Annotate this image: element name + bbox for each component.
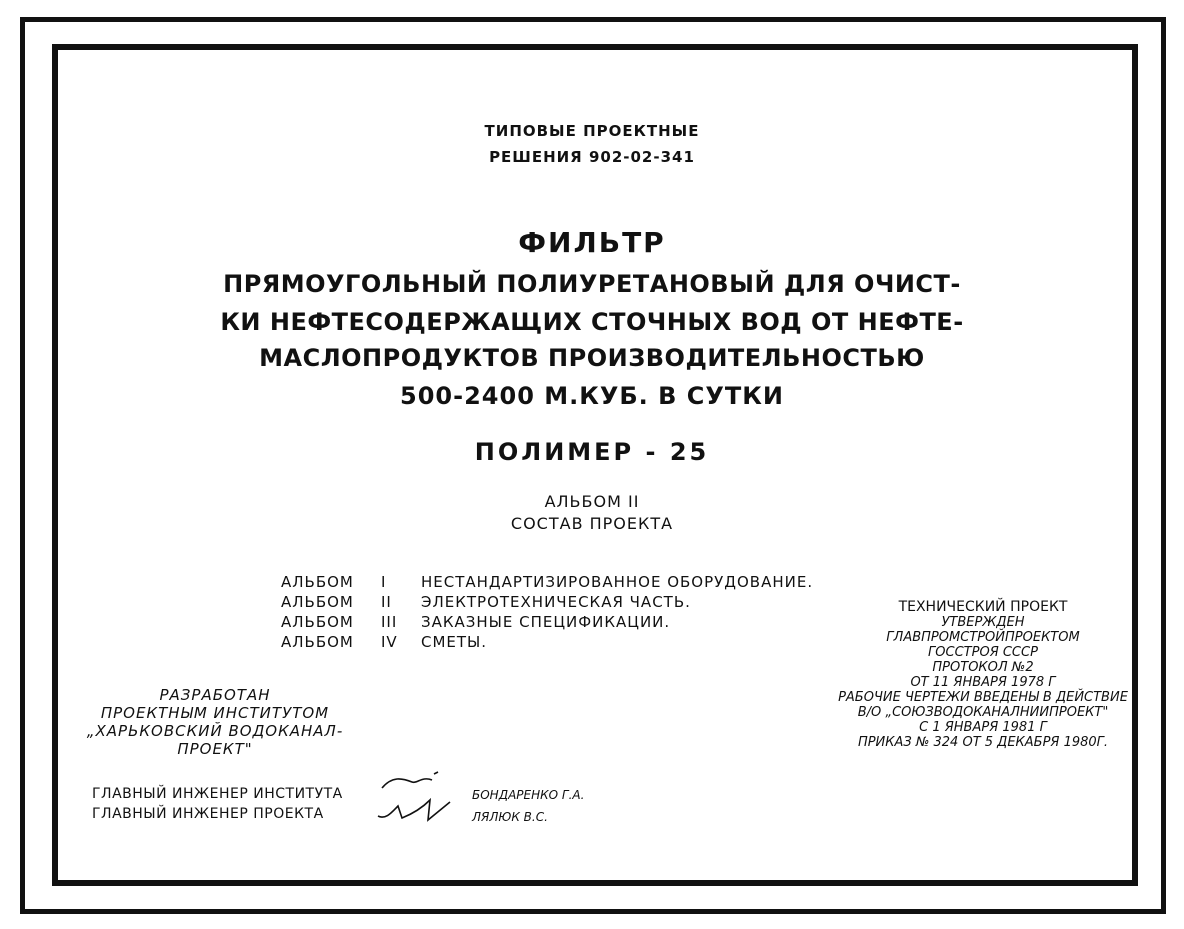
series-line-1: ТИПОВЫЕ ПРОЕКТНЫЕ	[484, 122, 700, 140]
series-line-2: РЕШЕНИЯ 902-02-341	[489, 148, 695, 166]
album-name: АЛЬБОМ	[281, 633, 354, 651]
role-chief-engineer-institute: ГЛАВНЫЙ ИНЖЕНЕР ИНСТИТУТА	[92, 786, 343, 802]
approval-line-7: РАБОЧИЕ ЧЕРТЕЖИ ВВЕДЕНЫ В ДЕЙСТВИЕ	[838, 690, 1128, 705]
signatory-names	[472, 784, 584, 828]
album-desc: НЕСТАНДАРТИЗИРОВАННОЕ ОБОРУДОВАНИЕ.	[421, 573, 814, 591]
developer-line-1: РАЗРАБОТАН	[159, 686, 271, 704]
album-roman: II	[381, 593, 392, 611]
name-lyalyuk: ЛЯЛЮК В.С.	[472, 810, 548, 824]
album-row	[281, 612, 813, 632]
album-name: АЛЬБОМ	[281, 593, 354, 611]
name-bondarenko: БОНДАРЕНКО Г.А.	[472, 788, 585, 802]
developer-line-2: ПРОЕКТНЫМ ИНСТИТУТОМ	[100, 704, 330, 722]
album-row	[281, 592, 813, 612]
album-desc: СМЕТЫ.	[421, 633, 488, 651]
album-desc: ЭЛЕКТРОТЕХНИЧЕСКАЯ ЧАСТЬ.	[421, 593, 691, 611]
title-line-3: КИ НЕФТЕСОДЕРЖАЩИХ СТОЧНЫХ ВОД ОТ НЕФТЕ-	[220, 308, 964, 336]
title-line-4: МАСЛОПРОДУКТОВ ПРОИЗВОДИТЕЛЬНОСТЬЮ	[259, 344, 925, 372]
approval-line-3: ГЛАВПРОМСТРОЙПРОЕКТОМ	[886, 630, 1080, 645]
album-roman: IV	[381, 633, 398, 651]
approval-line-9: С 1 ЯНВАРЯ 1981 Г	[919, 720, 1047, 735]
approval-line-10: ПРИКАЗ № 324 ОТ 5 ДЕКАБРЯ 1980Г.	[857, 735, 1109, 750]
title-line-5: 500-2400 М.КУБ. В СУТКИ	[400, 382, 784, 410]
album-name: АЛЬБОМ	[281, 613, 354, 631]
album-row	[281, 572, 813, 592]
developer-line-4: ПРОЕКТ"	[177, 740, 253, 758]
approval-block	[838, 600, 1128, 750]
role-chief-engineer-project: ГЛАВНЫЙ ИНЖЕНЕР ПРОЕКТА	[92, 806, 324, 822]
album-list	[281, 572, 813, 652]
approval-line-5: ПРОТОКОЛ №2	[932, 660, 1034, 675]
approval-line-8: В/О „СОЮЗВОДОКАНАЛНИИПРОЕКТ"	[857, 705, 1109, 720]
approval-line-1: ТЕХНИЧЕСКИЙ ПРОЕКТ	[898, 599, 1068, 615]
approval-line-6: ОТ 11 ЯНВАРЯ 1978 Г	[910, 675, 1056, 690]
developer-block	[80, 686, 350, 758]
signature-1	[382, 772, 438, 788]
album-roman: I	[381, 573, 387, 591]
album-name: АЛЬБОМ	[281, 573, 354, 591]
album-roman: III	[381, 613, 398, 631]
album-label: АЛЬБОМ II	[544, 492, 640, 511]
composition-label: СОСТАВ ПРОЕКТА	[510, 514, 674, 533]
album-row	[281, 632, 813, 652]
album-desc: ЗАКАЗНЫЕ СПЕЦИФИКАЦИИ.	[421, 613, 671, 631]
approval-line-4: ГОССТРОЯ СССР	[928, 645, 1038, 660]
title-line-6: ПОЛИМЕР - 25	[474, 438, 710, 466]
developer-line-3: „ХАРЬКОВСКИЙ ВОДОКАНАЛ-	[86, 722, 344, 740]
signatory-roles	[92, 784, 343, 824]
title-line-2: ПРЯМОУГОЛЬНЫЙ ПОЛИУРЕТАНОВЫЙ ДЛЯ ОЧИСТ-	[223, 270, 961, 298]
signatures	[372, 768, 462, 828]
approval-line-2: УТВЕРЖДЕН	[941, 615, 1025, 630]
title-line-1: ФИЛЬТР	[518, 226, 666, 259]
signature-2	[378, 800, 450, 820]
